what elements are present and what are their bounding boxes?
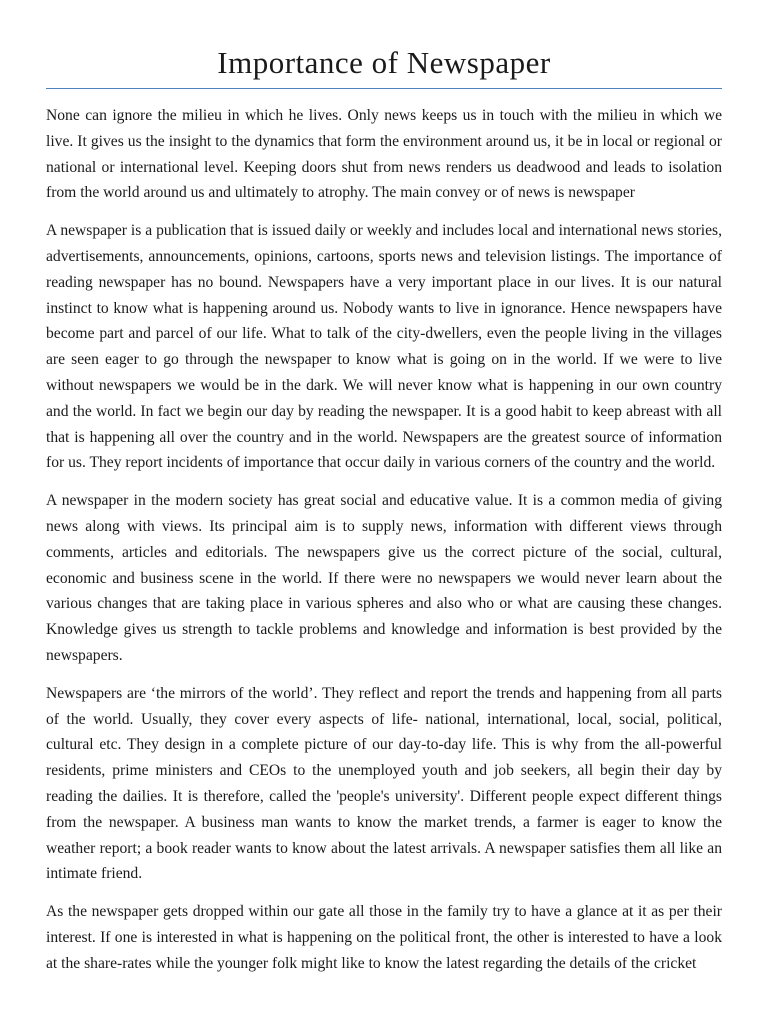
paragraph-2: A newspaper is a publication that is issued daily or weekly and includes local and international news stories, advertisements, announcements, opinions, cartoons, sports news and television listings. The importance of reading newspaper has no bound. Newspapers have a very important place in our lives. It is our natural instinct to know what is happening around us. Nobody wants to live in ignorance. Hence newspapers have become part and parcel of our life. What to talk of the city-dwellers, even the people living in the villages are seen eager to go through the newspaper to know what is going on in the world. If we were to live without newspapers we would be in the dark. We will never know what is happening in our own country and the world. In fact we begin our day by reading the newspaper. It is a good habit to keep abreast with all that is happening all over the country and in the world. Newspapers are the greatest source of information for us. They report incidents of importance that occur daily in various corners of the country and the world. <box>46 222 722 472</box>
paragraph-1: None can ignore the milieu in which he lives. Only news keeps us in touch with the milieu in which we live. It gives us the insight to the dynamics that form the environment around us, it be in local or regional or national or international level. Keeping doors shut from news renders us deadwood and leads to isolation from the world around us and ultimately to atrophy. The main convey or of news is newspaper <box>46 107 722 202</box>
document-page <box>46 44 722 989</box>
paragraph-3: A newspaper in the modern society has great social and educative value. It is a common media of giving news along with views. Its principal aim is to supply news, information with different views through comments, articles and editorials. The newspapers give us the correct picture of the social, cultural, economic and business scene in the world. If there were no newspapers we would never learn about the various changes that are taking place in various spheres and also who or what are causing these changes. Knowledge gives us strength to tackle problems and knowledge and information is best provided by the newspapers. <box>46 492 722 664</box>
document-title: Importance of Newspaper <box>217 45 551 80</box>
paragraph-5: As the newspaper gets dropped within our gate all those in the family try to have a glance at it as per their interest. If one is interested in what is happening on the political front, the other is interested to have a look at the share-rates while the younger folk might like to know the latest regarding the details of the cricket <box>46 903 722 972</box>
paragraph-4: Newspapers are ‘the mirrors of the world’. They reflect and report the trends and happening from all parts of the world. Usually, they cover every aspects of life- national, international, local, social, political, cultural etc. They design in a complete picture of our day-to-day life. This is why from the all-powerful residents, prime ministers and CEOs to the unemployed youth and job seekers, all begin their day by reading the dailies. It is therefore, called the 'people's university'. Different people expect different things from the newspaper. A business man wants to know the market trends, a farmer is eager to know the weather report; a book reader wants to know about the latest arrivals. A newspaper satisfies them all like an intimate friend. <box>46 684 722 883</box>
title-underline <box>46 88 722 89</box>
